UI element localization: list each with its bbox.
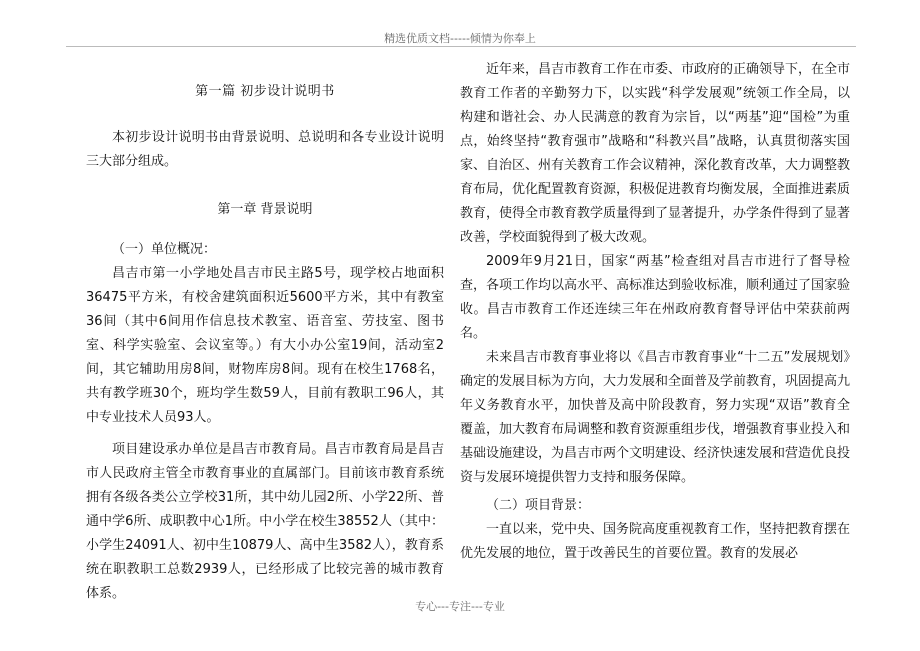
header-divider <box>66 46 856 47</box>
paragraph-future-plan: 未来昌吉市教育事业将以《昌吉市教育事业“十二五”发展规划》确定的发展目标为方向，大力发展和全面普及学前教育，巩固提高九年义务教育水平，加快普及高中阶段教育，努力实现“双语”教育全覆盖，加大教育布局调整和教育资源重组步伐，增强教育事业投入和基础设施建设，为昌吉市两个文明建设、经济快速发展和营造优良投资与发展环境提供智力支持和服务保障。 <box>460 350 851 485</box>
paragraph-recent-years: 近年来，昌吉市教育工作在市委、市政府的正确领导下，在全市教育工作者的辛勤努力下，以实践“科学发展观”统领工作全局，以构建和谐社会、办人民满意的教育为宗旨，以“两基”迎“国检”为重点，始终坚持“教育强市”战略和“科教兴昌”战略，认真贯彻落实国家、自治区、州有关教育工作会议精神，深化教育改革，大力调整教育布局，优化配置教育资源，积极促进教育均衡发展，全面推进素质教育，使得全市教育教学质量得到了显著提升，办学条件得到了显著改善，学校面貌得到了极大改观。 <box>460 62 851 245</box>
page-header: 精选优质文档-----倾情为你奉上 <box>384 32 536 45</box>
intro-paragraph: 本初步设计说明书由背景说明、总说明和各专业设计说明三大部分组成。 <box>86 130 444 169</box>
left-column <box>86 58 444 606</box>
part-title: 第一篇 初步设计说明书 <box>195 84 335 99</box>
section-title-project-background: （二）项目背景： <box>486 498 591 513</box>
paragraph-project-background: 一直以来，党中央、国务院高度重视教育工作，坚持把教育摆在优先发展的地位，置于改善民生的首要位置。教育的发展必 <box>460 522 851 561</box>
chapter-title: 第一章 背景说明 <box>217 202 313 217</box>
paragraph-education-bureau: 项目建设承办单位是昌吉市教育局。昌吉市教育局是昌吉市人民政府主管全市教育事业的直属部门。目前该市教育系统拥有各级各类公立学校31所，其中幼儿园2所、小学22所、普通中学6所、成职教中心1所。中小学在校生38552人（其中：小学生24091人、初中生10879人、高中生3582人），教育系统在职教职工总数2939人，已经形成了比较完善的城市教育体系。 <box>86 442 444 601</box>
section-title-unit-overview: （一）单位概况： <box>112 242 217 257</box>
paragraph-school-overview: 昌吉市第一小学地处昌吉市民主路5号，现学校占地面积36475平方米，有校舍建筑面积近5600平方米，其中有教室36间（其中6间用作信息技术教室、语音室、劳技室、图书室、科学实验室、会议室等。）有大小办公室19间，活动室2间，其它辅助用房8间，财物库房8间。现有在校生1768名，共有教学班30个，班均学生数59人，目前有教职工96人，其中专业技术人员93人。 <box>86 266 444 425</box>
page-footer: 专心---专注---专业 <box>415 600 505 613</box>
paragraph-national-inspection: 2009年9月21日，国家“两基”检查组对昌吉市进行了督导检查，各项工作均以高水平、高标准达到验收标准，顺利通过了国家验收。昌吉市教育工作还连续三年在州政府教育督导评估中荣获前两名。 <box>460 254 851 341</box>
right-column <box>460 58 850 566</box>
